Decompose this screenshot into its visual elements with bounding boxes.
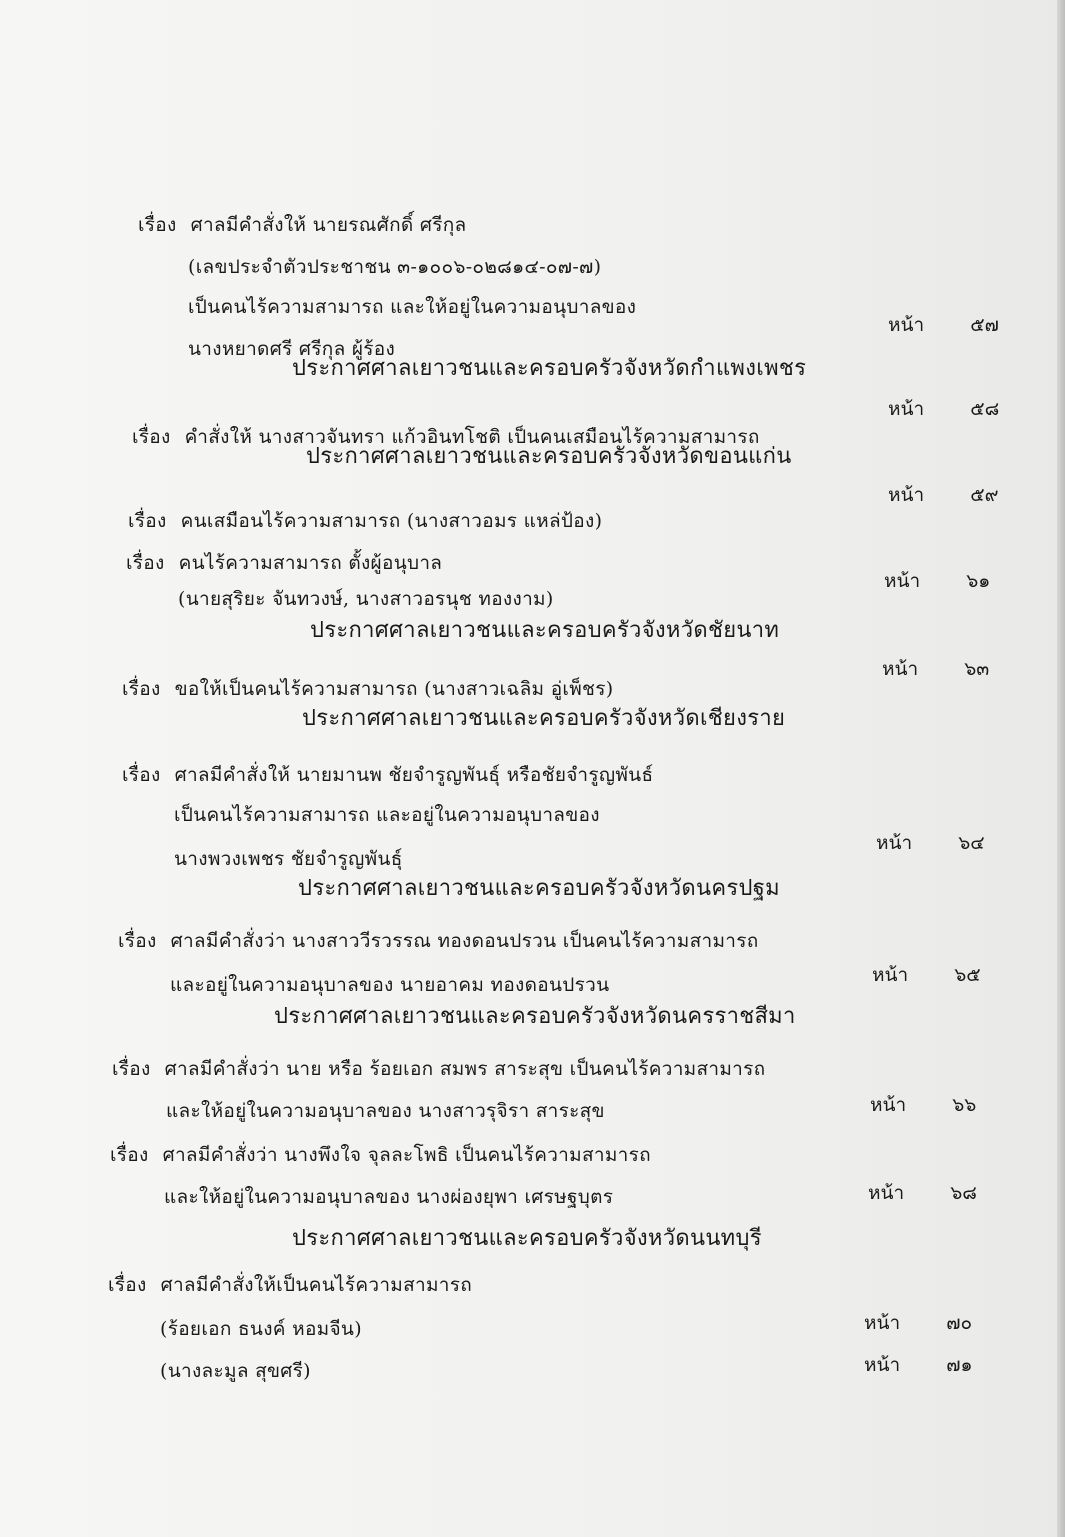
page-label: หน้า [888,314,925,336]
entry-text: ศาลมีคำสั่งว่า นาย หรือ ร้อยเอก สมพร สาระสุข เป็นคนไร้ความสามารถ [164,1058,766,1080]
page-number: ๖๔ [958,832,985,854]
page-ref [888,480,998,510]
page-number: ๕๗ [970,314,999,336]
entry-text: คำสั่งให้ นางสาวจันทรา แก้วอินทโชติ เป็นคนเสมือนไร้ความสามารถ [184,426,760,448]
topic-label: เรื่อง [128,510,167,532]
entry-text: ขอให้เป็นคนไร้ความสามารถ (นางสาวเฉลิม อู่เพ็ชร) [174,678,614,700]
page-number: ๕๙ [970,484,999,506]
topic-label: เรื่อง [112,1058,151,1080]
page-number: ๖๘ [950,1182,977,1204]
entry-continuation: (ร้อยเอก ธนงค์ หอมจีน) [160,1318,362,1340]
entry-continuation: (นางละมูล สุขศรี) [160,1360,311,1382]
page-number: ๖๕ [954,964,981,986]
topic-label: เรื่อง [132,426,171,448]
entry-continuation: เป็นคนไร้ความสามารถ และอยู่ในความอนุบาลของ [174,804,600,826]
page-number: ๖๖ [952,1094,977,1116]
page-ref [884,566,990,596]
entry-text: คนไร้ความสามารถ ตั้งผู้อนุบาล [178,552,443,574]
toc-entry [118,926,759,956]
topic-label: เรื่อง [118,930,157,952]
section-heading: ประกาศศาลเยาวชนและครอบครัวจังหวัดขอนแก่น [306,444,792,469]
page-ref [870,1090,976,1120]
entry-text: ศาลมีคำสั่งว่า นางสาววีรวรรณ ทองดอนปรวน เป็นคนไร้ความสามารถ [170,930,759,952]
entry-continuation: เป็นคนไร้ความสามารถ และให้อยู่ในความอนุบาลของ [188,296,637,318]
section-heading: ประกาศศาลเยาวชนและครอบครัวจังหวัดเชียงราย [302,706,786,731]
page-label: หน้า [884,570,921,592]
entry-continuation: และอยู่ในความอนุบาลของ นายอาคม ทองดอนปรวน [170,974,610,996]
page-label: หน้า [864,1354,901,1376]
entry-continuation: นางหยาดศรี ศรีกุล ผู้ร้อง [188,338,396,360]
page-ref [864,1308,972,1338]
entry-continuation: นางพวงเพชร ชัยจำรูญพันธุ์ [174,848,403,870]
toc-entry [126,548,442,578]
page-ref [872,960,981,990]
page-number: ๖๑ [966,570,991,592]
section-heading: ประกาศศาลเยาวชนและครอบครัวจังหวัดนครราชสีมา [274,1004,796,1029]
page-label: หน้า [870,1094,907,1116]
entry-continuation: (นายสุริยะ จันทวงษ์, นางสาวอรนุช ทองงาม) [178,588,554,610]
page-label: หน้า [872,964,909,986]
entry-text: ศาลมีคำสั่งให้ นายรณศักดิ์ ศรีกุล [190,214,467,236]
page-ref [888,310,999,340]
topic-label: เรื่อง [126,552,165,574]
topic-label: เรื่อง [138,214,177,236]
page-number: ๖๓ [964,658,990,680]
page-label: หน้า [888,398,925,420]
page-ref [864,1350,973,1380]
entry-text: คนเสมือนไร้ความสามารถ (นางสาวอมร แหล่ป้อง) [180,510,603,532]
page-number: ๗๑ [946,1354,973,1376]
topic-label: เรื่อง [108,1274,147,1296]
page-ref [868,1178,977,1208]
section-heading: ประกาศศาลเยาวชนและครอบครัวจังหวัดชัยนาท [310,618,780,643]
section-heading: ประกาศศาลเยาวชนและครอบครัวจังหวัดนครปฐม [298,876,780,901]
entry-continuation: (เลขประจำตัวประชาชน ๓-๑๐๐๖-๐๒๘๑๔-๐๗-๗) [188,256,602,278]
topic-label: เรื่อง [122,678,161,700]
page-label: หน้า [888,484,925,506]
page-label: หน้า [882,658,919,680]
page-ref [876,828,985,858]
entry-text: ศาลมีคำสั่งให้เป็นคนไร้ความสามารถ [160,1274,473,1296]
entry-continuation: และให้อยู่ในความอนุบาลของ นางผ่องยุพา เศรษฐบุตร [164,1186,614,1208]
entry-text: ศาลมีคำสั่งให้ นายมานพ ชัยจำรูญพันธุ์ หรือชัยจำรูญพันธ์ [174,764,654,786]
page-ref [882,654,989,684]
toc-entry [138,210,466,240]
topic-label: เรื่อง [110,1144,149,1166]
section-heading: ประกาศศาลเยาวชนและครอบครัวจังหวัดนนทบุรี [292,1226,762,1251]
toc-entry [110,1140,651,1170]
section-heading: ประกาศศาลเยาวชนและครอบครัวจังหวัดกำแพงเพชร [292,356,807,381]
entry-text: ศาลมีคำสั่งว่า นางพึงใจ จุลละโพธิ เป็นคนไร้ความสามารถ [162,1144,651,1166]
page-label: หน้า [876,832,913,854]
page-label: หน้า [864,1312,901,1334]
topic-label: เรื่อง [122,764,161,786]
page-label: หน้า [868,1182,905,1204]
toc-entry [128,506,602,536]
entry-continuation: และให้อยู่ในความอนุบาลของ นางสาวรุจิรา สาระสุข [166,1100,605,1122]
page-ref [888,394,999,424]
toc-entry [108,1270,472,1300]
toc-entry [122,760,653,790]
toc-entry [112,1054,765,1084]
page-number: ๗๐ [946,1312,973,1334]
page-number: ๕๘ [970,398,1000,420]
